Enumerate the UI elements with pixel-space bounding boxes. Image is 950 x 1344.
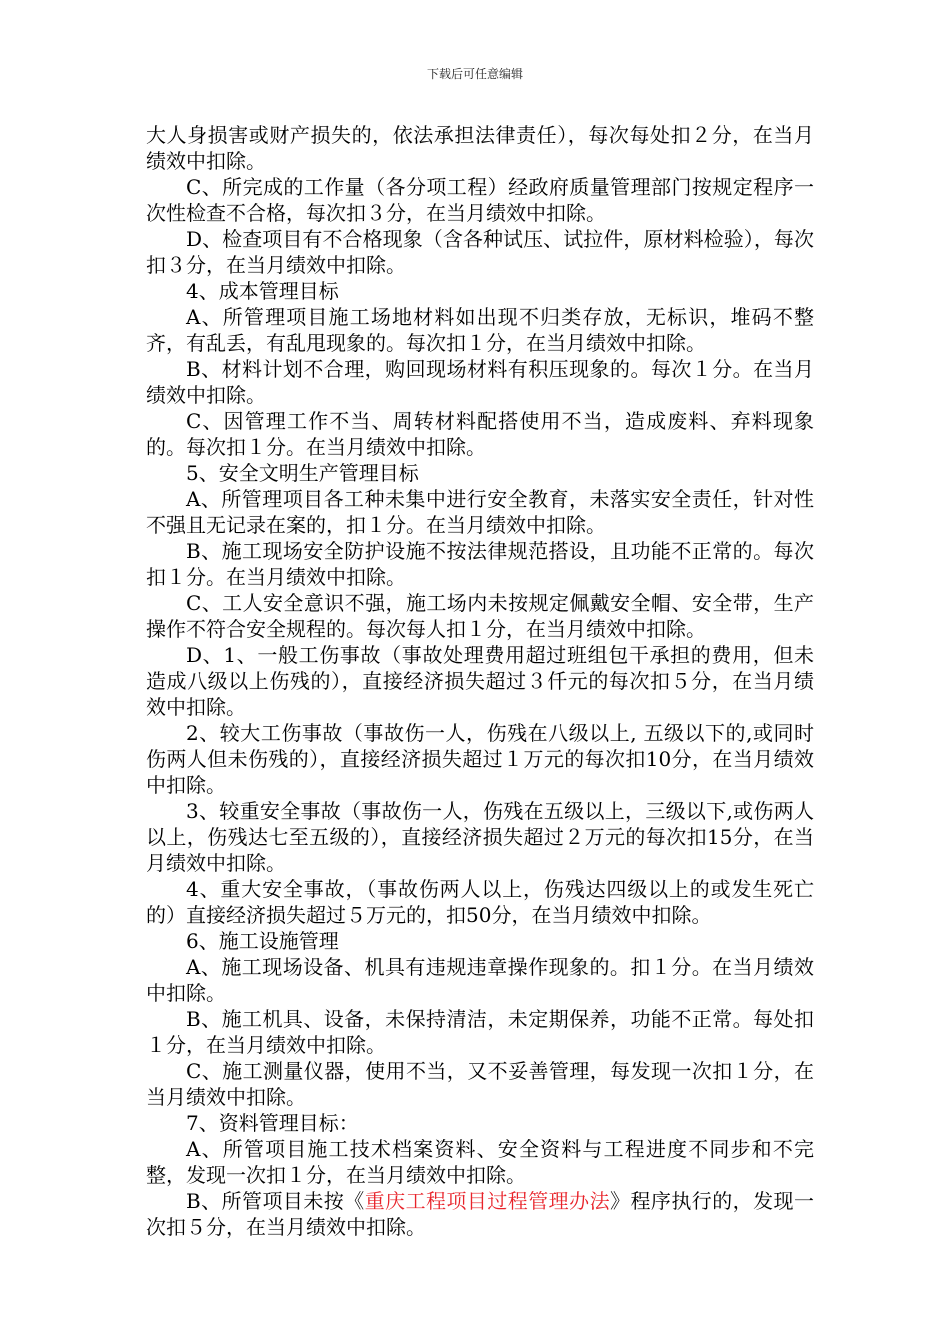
paragraph: A、所管理项目各工种未集中进行安全教育，未落实安全责任，针对性不强且无记录在案的，扣１分。在当月绩效中扣除。 [146, 487, 814, 537]
regulation-link[interactable]: 重庆工程项目过程管理办法 [364, 1189, 611, 1213]
page-header: 下载后可任意编辑 [426, 67, 523, 81]
section-heading: 4、成本管理目标 [186, 279, 339, 303]
paragraph: 2、较大工伤事故（事故伤一人，伤残在八级以上, 五级以下的,或同时伤两人但未伤残的），直接经济损失超过１万元的每次扣10分，在当月绩效中扣除。 [146, 721, 814, 797]
section-heading: 7、资料管理目标： [186, 1111, 359, 1135]
paragraph-text-after: 》程序执行的，发现一次扣５分，在当月绩效中扣除。 [146, 1189, 815, 1239]
paragraph: A、所管理项目施工场地材料如出现不归类存放，无标识，堆码不整齐，有乱丢，有乱甩现象的。每次扣１分，在当月绩效中扣除。 [146, 305, 814, 355]
section-heading: 6、施工设施管理 [186, 929, 339, 953]
paragraph: C、所完成的工作量（各分项工程）经政府质量管理部门按规定程序一次性检查不合格，每次扣３分，在当月绩效中扣除。 [146, 175, 814, 225]
paragraph: D、1、一般工伤事故（事故处理费用超过班组包干承担的费用，但未造成八级以上伤残的），直接经济损失超过３仟元的每次扣５分，在当月绩效中扣除。 [146, 643, 814, 719]
paragraph: B、施工现场安全防护设施不按法律规范搭设，且功能不正常的。每次扣１分。在当月绩效中扣除。 [146, 539, 814, 589]
document-body [146, 122, 814, 1240]
paragraph-text-before: B、所管项目未按《 [186, 1189, 365, 1213]
paragraph [146, 1188, 814, 1240]
paragraph: A、所管项目施工技术档案资料、安全资料与工程进度不同步和不完整，发现一次扣１分，在当月绩效中扣除。 [146, 1137, 814, 1187]
paragraph: B、材料计划不合理，购回现场材料有积压现象的。每次１分。在当月绩效中扣除。 [146, 357, 814, 407]
paragraph: B、施工机具、设备，未保持清洁，未定期保养，功能不正常。每处扣１分，在当月绩效中扣除。 [146, 1007, 814, 1057]
paragraph: D、检查项目有不合格现象（含各种试压、试拉件，原材料检验），每次扣３分，在当月绩效中扣除。 [146, 227, 814, 277]
paragraph: A、施工现场设备、机具有违规违章操作现象的。扣１分。在当月绩效中扣除。 [146, 955, 814, 1005]
section-heading: 5、安全文明生产管理目标 [186, 461, 419, 485]
paragraph: 大人身损害或财产损失的，依法承担法律责任），每次每处扣２分，在当月绩效中扣除。 [146, 123, 814, 173]
paragraph: C、因管理工作不当、周转材料配搭使用不当，造成废料、弃料现象的。每次扣１分。在当月绩效中扣除。 [146, 409, 814, 459]
paragraph: 4、重大安全事故，（事故伤两人以上，伤残达四级以上的或发生死亡的）直接经济损失超过５万元的，扣50分，在当月绩效中扣除。 [146, 877, 814, 927]
paragraph: C、施工测量仪器，使用不当，又不妥善管理，每发现一次扣１分，在当月绩效中扣除。 [146, 1059, 814, 1109]
paragraph: C、工人安全意识不强，施工场内未按规定佩戴安全帽、安全带，生产操作不符合安全规程的。每次每人扣１分，在当月绩效中扣除。 [146, 591, 814, 641]
paragraph: 3、较重安全事故（事故伤一人，伤残在五级以上，三级以下,或伤两人以上，伤残达七至五级的），直接经济损失超过２万元的每次扣15分，在当月绩效中扣除。 [146, 799, 814, 875]
